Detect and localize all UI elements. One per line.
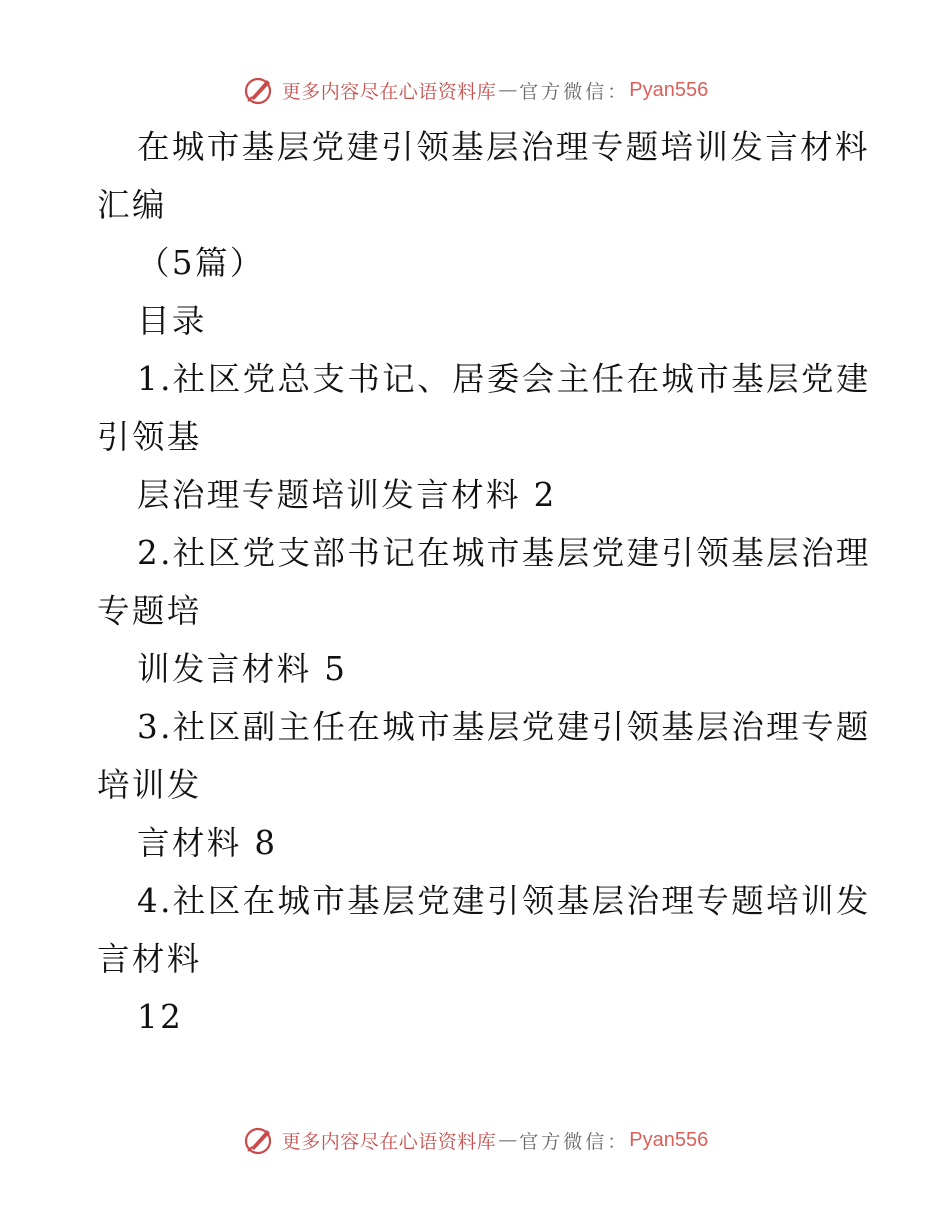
toc-item-4-line-3: 12	[137, 998, 184, 1036]
watermark-separator: —	[498, 79, 518, 101]
watermark-official-label: 官方微信：	[519, 1130, 630, 1153]
watermark-text: 更多内容尽在心语资料库	[281, 80, 497, 103]
document-count: （5篇）	[137, 244, 265, 282]
toc-item-2-line-1: 2.社区党支部书记在城市基层党建引领基层治理	[137, 534, 871, 572]
document-title-line-2: 汇编	[97, 186, 167, 224]
toc-item-3-line-3: 言材料 8	[137, 824, 278, 862]
toc-item-4-line-1: 4.社区在城市基层党建引领基层治理专题培训发	[137, 882, 871, 920]
toc-item-4-line-2: 言材料	[97, 940, 202, 978]
watermark-wechat-id: Pyan556	[629, 78, 709, 101]
watermark-official-label: 官方微信：	[519, 80, 630, 103]
watermark-banner-top	[0, 72, 950, 108]
toc-heading: 目录	[137, 302, 207, 340]
quill-pen-logo-icon	[242, 73, 276, 107]
toc-item-3-line-2: 培训发	[97, 766, 202, 804]
toc-item-3-line-1: 3.社区副主任在城市基层党建引领基层治理专题	[137, 708, 871, 746]
document-body	[97, 118, 871, 1046]
toc-item-2-line-3: 训发言材料 5	[137, 650, 348, 688]
toc-item-1-line-3: 层治理专题培训发言材料 2	[137, 476, 557, 514]
watermark-wechat-id: Pyan556	[629, 1128, 709, 1151]
watermark-banner-bottom	[0, 1122, 950, 1158]
toc-item-2-line-2: 专题培	[97, 592, 202, 630]
watermark-text: 更多内容尽在心语资料库	[281, 1130, 497, 1153]
quill-pen-logo-icon	[242, 1123, 276, 1157]
toc-item-1-line-1: 1.社区党总支书记、居委会主任在城市基层党建	[137, 360, 871, 398]
watermark-separator: —	[498, 1129, 518, 1151]
toc-item-1-line-2: 引领基	[97, 418, 202, 456]
document-title-line-1: 在城市基层党建引领基层治理专题培训发言材料	[137, 128, 870, 166]
